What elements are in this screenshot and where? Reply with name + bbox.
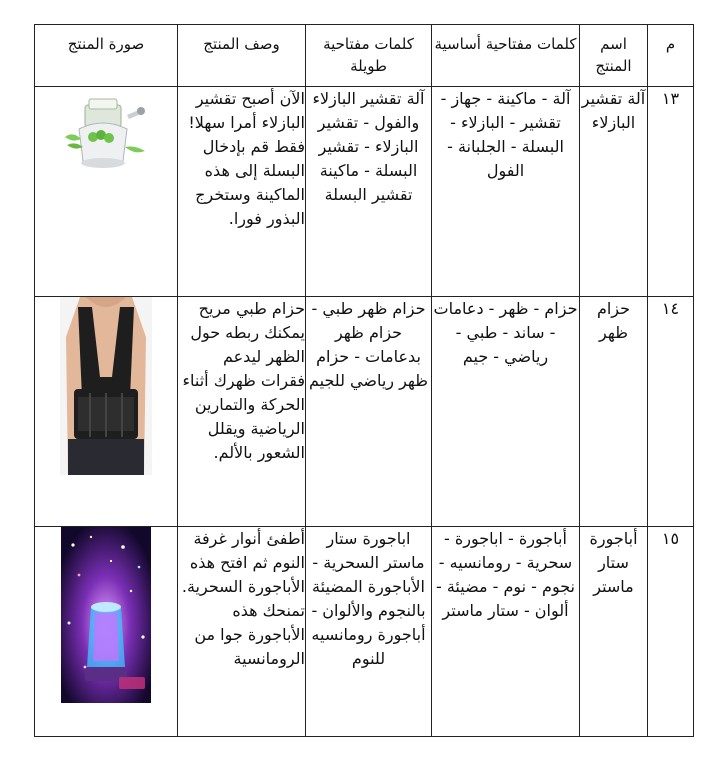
back-brace-image [60, 297, 152, 475]
product-name: آلة تقشير البازلاء [580, 87, 648, 297]
star-projector-lamp-image [61, 527, 151, 703]
header-product-name: اسم المنتج [580, 25, 648, 87]
table-row [35, 527, 694, 737]
product-image-cell [35, 527, 178, 737]
long-keywords: آلة تقشير البازلاء والفول - تقشير البازلاء - تقشير البسلة - ماكينة تقشير البسلة [306, 87, 432, 297]
product-image-cell [35, 87, 178, 297]
pea-sheller-image [61, 87, 151, 177]
row-number: ١٥ [648, 527, 694, 737]
table-row [35, 87, 694, 297]
row-number: ١٣ [648, 87, 694, 297]
basic-keywords: آلة - ماكينة - جهاز - تقشير - البازلاء - البسلة - الجلبانة - الفول [432, 87, 580, 297]
header-basic-keywords: كلمات مفتاحية أساسية [432, 25, 580, 87]
long-keywords: اباجورة ستار ماستر السحرية - الأباجورة المضيئة بالنجوم والألوان - أباجورة رومانسيه للنوم [306, 527, 432, 737]
product-name: حزام ظهر [580, 297, 648, 527]
basic-keywords: أباجورة - اباجورة - سحرية - رومانسيه - نجوم - نوم - مضيئة - ألوان - ستار ماستر [432, 527, 580, 737]
product-name: أباجورة ستار ماستر [580, 527, 648, 737]
product-description: الآن أصبح تقشير البازلاء أمرا سهلا! فقط قم بإدخال البسلة إلى هذه الماكينة وستخرج البذور فورا. [178, 87, 306, 297]
row-number: ١٤ [648, 297, 694, 527]
header-row [35, 25, 694, 87]
product-description: حزام طبي مريح يمكنك ربطه حول الظهر ليدعم فقرات ظهرك أثناء الحركة والتمارين الرياضية ويقلل الشعور بالألم. [178, 297, 306, 527]
product-image-cell [35, 297, 178, 527]
product-table [34, 24, 694, 737]
header-image: صورة المنتج [35, 25, 178, 87]
basic-keywords: حزام - ظهر - دعامات - ساند - طبي - رياضي - جيم [432, 297, 580, 527]
product-description: أطفئ أنوار غرفة النوم ثم افتح هذه الأباجورة السحرية. تمنحك هذه الأباجورة جوا من الرومانسية [178, 527, 306, 737]
table-row [35, 297, 694, 527]
header-description: وصف المنتج [178, 25, 306, 87]
header-num: م [648, 25, 694, 87]
long-keywords: حزام ظهر طبي - حزام ظهر بدعامات - حزام ظهر رياضي للجيم [306, 297, 432, 527]
header-long-keywords: كلمات مفتاحية طويلة [306, 25, 432, 87]
